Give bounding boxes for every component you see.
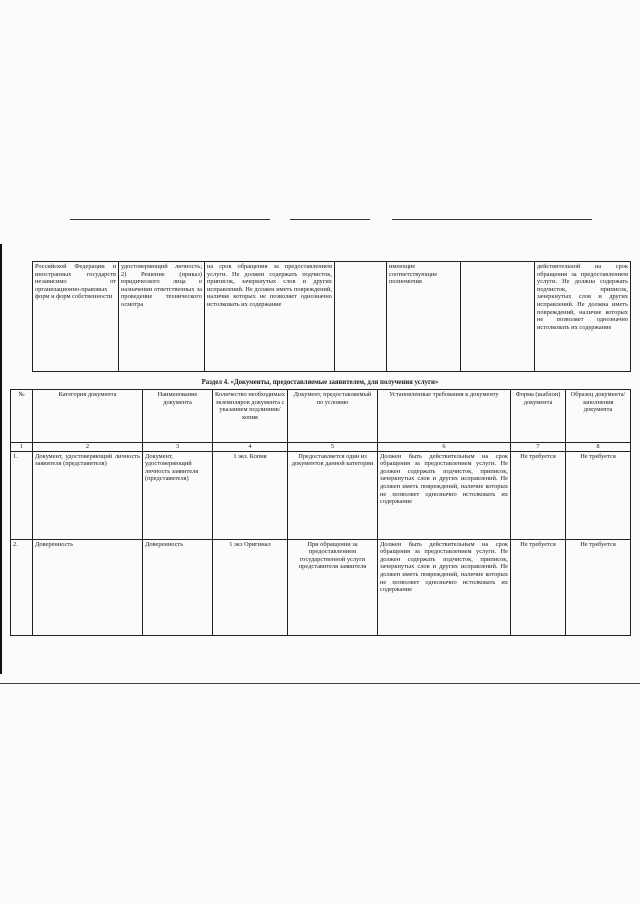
section-title: Раздел 4. «Документы, предоставляемые заявителем, для получения услуги»	[201, 379, 439, 386]
row-number: 1.	[11, 451, 33, 539]
document-category: Доверенность	[33, 539, 143, 635]
footer-rule	[0, 683, 640, 684]
row-number: 2.	[11, 539, 33, 635]
header-cell: Образец документа/заполнения документа	[566, 390, 631, 443]
document-sample: Не требуется	[566, 451, 631, 539]
table-cell: действительной на срок обращения за предоставлением услуги. Не должна содержать подчисток, приписок, зачеркнутых слов и других исправлений. Не должна иметь повреждений, наличие которых не позволяет однозначно истолковать их содержание	[535, 262, 631, 372]
table-cell	[335, 262, 387, 372]
column-number: 4	[213, 443, 288, 452]
scan-edge	[0, 244, 2, 674]
document-requirements: Должен быть действительным на срок обращения за предоставлением услуги. Не должен содержать подчисток, приписок, зачеркнутых слов и других исправлений. Не должен иметь повреждений, наличие которых не позволяет однозначно истолковать их содержание	[378, 539, 511, 635]
column-number: 1	[11, 443, 33, 452]
table-cell	[461, 262, 535, 372]
column-number: 2	[33, 443, 143, 452]
table-row	[11, 539, 631, 635]
documents-table	[10, 389, 631, 636]
continued-table	[32, 261, 631, 372]
document-form: Не требуется	[511, 539, 566, 635]
table-row	[11, 451, 631, 539]
table-cell: Российской Федерации и иностранных государств независимо от организационно-правовых форм и форм собственности	[33, 262, 119, 372]
header-cell: Форма (шаблон) документа	[511, 390, 566, 443]
header-cell: Количество необходимых экземпляров документа с указанием подлинник/копия	[213, 390, 288, 443]
column-number: 5	[288, 443, 378, 452]
header-cell: Категория документа	[33, 390, 143, 443]
document-quantity: 1 экз. Копия	[213, 451, 288, 539]
document-form: Не требуется	[511, 451, 566, 539]
document-category: Документ, удостоверяющий личность заявителя (представителя)	[33, 451, 143, 539]
table-row	[33, 262, 631, 372]
column-number: 6	[378, 443, 511, 452]
column-number: 8	[566, 443, 631, 452]
header-cell: Установленные требования к документу	[378, 390, 511, 443]
document-condition: При обращении за предоставлением государственной услуги представителя заявителя	[288, 539, 378, 635]
header-rule	[70, 219, 270, 220]
document-name: Доверенность	[143, 539, 213, 635]
header-cell: №	[11, 390, 33, 443]
header-cell: Документ, предоставляемый по условию	[288, 390, 378, 443]
document-quantity: 1 экз Оригинал	[213, 539, 288, 635]
document-requirements: Должен быть действительным на срок обращения за предоставлением услуги. Не должен содержать подчисток, приписок, зачеркнутых слов и других исправлений. Не должен иметь повреждений, наличие которых не позволяет однозначно истолковать их содержание	[378, 451, 511, 539]
document-condition: Предоставляется один из документов данной категории	[288, 451, 378, 539]
header-rule	[290, 219, 370, 220]
table-cell: удостоверяющий личность; 2) Решение (приказ) юридического лица о назначении ответственных за проведение технического осмотра	[119, 262, 205, 372]
document-sample: Не требуется	[566, 539, 631, 635]
column-number: 7	[511, 443, 566, 452]
document-name: Документ, удостоверяющий личность заявителя (представителя)	[143, 451, 213, 539]
column-number-row	[11, 443, 631, 452]
table-header-row	[11, 390, 631, 443]
header-rule	[392, 219, 592, 220]
column-number: 3	[143, 443, 213, 452]
table-cell: на срок обращения за предоставлением услуги. Не должен содержать подчисток, приписок, зачеркнутых слов и других исправлений. Не должен иметь повреждений, наличие которых не позволяет однозначно истолковать их содержание	[205, 262, 335, 372]
table-cell: имеющие соответствующие полномочия	[387, 262, 461, 372]
header-cell: Наименование документа	[143, 390, 213, 443]
